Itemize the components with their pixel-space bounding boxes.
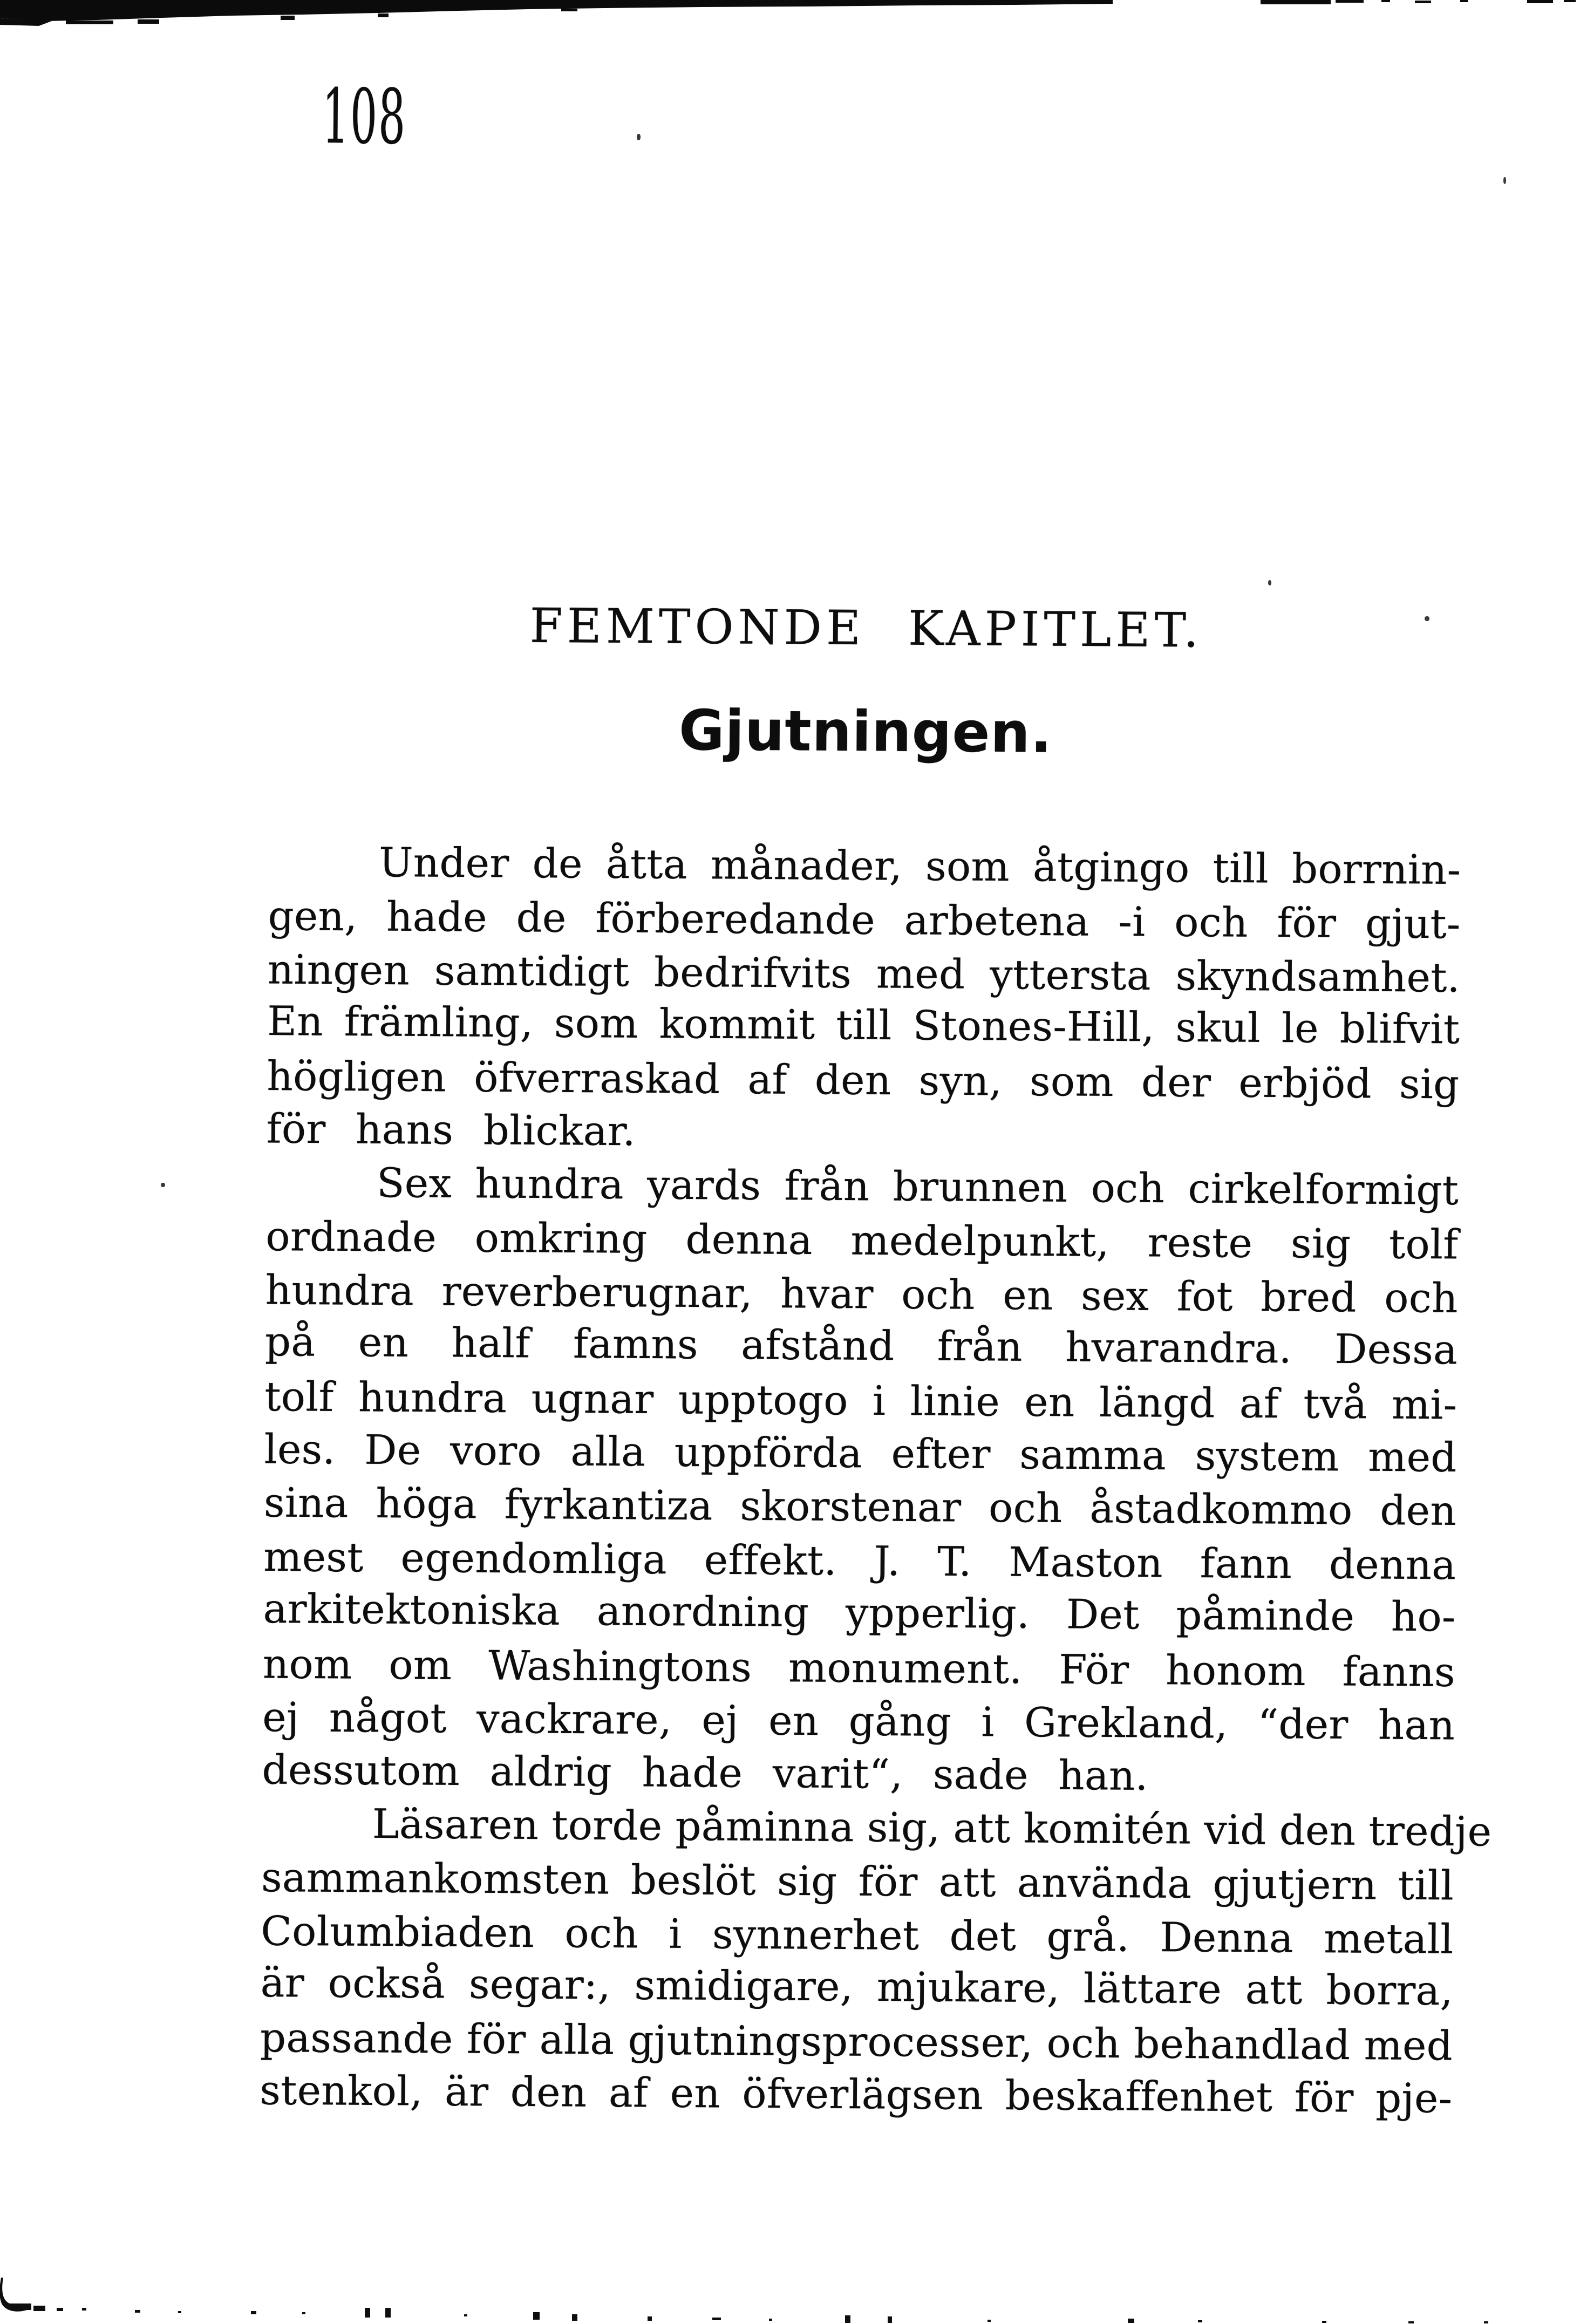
text-line: Läsaren torde påminna sig, att komitén vid den tredje <box>372 1800 1492 1856</box>
page-number: 108 <box>322 73 407 162</box>
ink-speck <box>1425 616 1429 621</box>
paragraph-1 <box>267 835 1461 1164</box>
text-line: högligen öfverraskad af den syn, som der erbjöd sig <box>267 1052 1460 1108</box>
text-line: sammankomsten beslöt sig för att använda gjutjern till <box>261 1853 1454 1910</box>
text-line: Columbiaden och i synnerhet det grå. Denna metall <box>261 1907 1454 1963</box>
ink-speck <box>1268 580 1271 585</box>
text-line: mest egendomliga effekt. J. T. Maston fann denna <box>263 1533 1456 1589</box>
text-line: hundra reverberugnar, hvar och en sex fot bred och <box>265 1266 1459 1322</box>
text-line: på en half famns afstånd från hvarandra. Dessa <box>264 1318 1458 1374</box>
ink-speck <box>637 134 641 140</box>
paragraph-2 <box>262 1156 1459 1805</box>
section-title: Gjutningen. <box>678 698 1053 766</box>
paragraph-3 <box>260 1797 1492 2125</box>
text-line: stenkol, är den af en öfverlägsen beskaffenhet för pje- <box>260 2066 1453 2122</box>
text-line: Under de åtta månader, som åtgingo till borrnin- <box>379 838 1461 894</box>
body-text <box>260 835 1492 2125</box>
text-line: ej något vackrare, ej en gång i Grekland, “der han <box>262 1693 1455 1749</box>
text-line: för hans blickar. <box>266 1105 636 1155</box>
text-line: ordnade omkring denna medelpunkt, reste sig tolf <box>265 1212 1459 1269</box>
text-line: nom om Washingtons monument. För honom fanns <box>262 1640 1456 1696</box>
text-line: tolf hundra ugnar upptogo i linie en längd af två mi- <box>264 1373 1458 1429</box>
chapter-heading: FEMTONDE KAPITLET. <box>529 597 1203 658</box>
text-line: passande för alla gjutningsprocesser, och behandlad med <box>260 2013 1453 2070</box>
ink-speck <box>1503 177 1506 184</box>
text-line: les. De voro alla uppförda efter samma system med <box>264 1425 1457 1481</box>
text-line: ningen samtidigt bedrifvits med yttersta skyndsamhet. <box>267 945 1461 1001</box>
text-line: En främling, som kommit till Stones-Hill, skul le blifvit <box>267 997 1460 1053</box>
text-line: Sex hundra yards från brunnen och cirkelformigt <box>376 1158 1459 1214</box>
text-line: gen, hade de förberedande arbetena -i och för gjut- <box>268 892 1461 948</box>
text-line: arkitektoniska anordning ypperlig. Det påminde ho- <box>263 1585 1456 1641</box>
text-line: är också segar:, smidigare, mjukare, lättare att borra, <box>260 1958 1454 2015</box>
text-line: sina höga fyrkantiza skorstenar och åstadkommo den <box>263 1478 1457 1535</box>
scan-artifact-bottom-specks <box>0 2270 1580 2324</box>
text-line: dessutom aldrig hade varit“, sade han. <box>262 1746 1149 1800</box>
ink-speck <box>161 1183 165 1187</box>
